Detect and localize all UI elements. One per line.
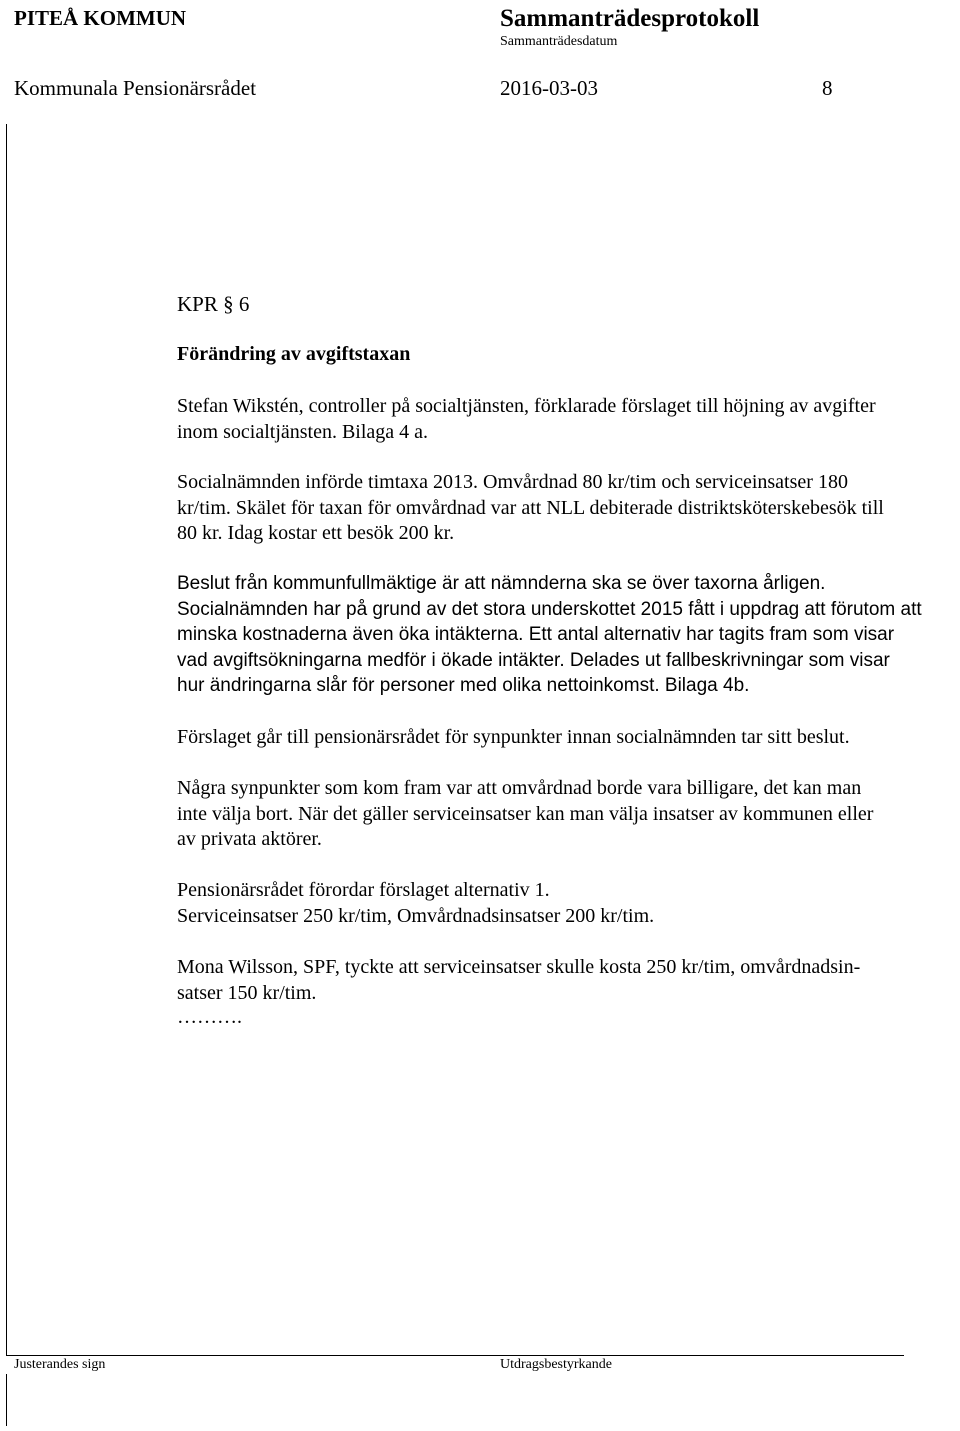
paragraph-line: Förslaget går till pensionärsrådet för synpunkter innan socialnämnden tar sitt beslut. — [177, 726, 850, 748]
paragraph-1 — [177, 394, 960, 445]
paragraph-line: inte välja bort. När det gäller serviceinsatser kan man välja insatser av kommunen eller — [177, 802, 874, 825]
section-number: KPR § 6 — [177, 292, 250, 316]
paragraph-3 — [177, 571, 960, 699]
adjuster-signature-label: Justerandes sign — [14, 1357, 106, 1372]
paragraph-line: Pensionärsrådet förordar förslaget alternativ 1. — [177, 879, 550, 901]
paragraph-line: av privata aktörer. — [177, 828, 322, 850]
paragraph-line: inom socialtjänsten. Bilaga 4 a. — [177, 420, 429, 443]
document-title: Sammanträdesprotokoll — [500, 5, 760, 32]
meeting-date: 2016-03-03 — [500, 76, 598, 100]
paragraph-line: Mona Wilsson, SPF, tyckte att serviceinsatser skulle kosta 250 kr/tim, omvårdnadsin- — [177, 956, 861, 978]
paragraph-line: vad avgiftsökningarna medför i ökade intäkter. Delades ut fallbeskrivningar som visar — [177, 649, 890, 671]
paragraph-line: Socialnämnden införde timtaxa 2013. Omvårdnad 80 kr/tim och serviceinsatser 180 — [177, 471, 848, 493]
paragraph-line: kr/tim. Skälet för taxan för omvårdnad var att NLL debiterade distriktsköterskebesök till — [177, 496, 884, 519]
paragraph-line: Beslut från kommunfullmäktige är att nämnderna ska se över taxorna årligen. — [177, 573, 826, 594]
page-number: 8 — [822, 76, 833, 100]
paragraph-line: satser 150 kr/tim. — [177, 981, 317, 1004]
organization-name: PITEÅ KOMMUN — [14, 6, 187, 30]
left-margin-rule — [6, 124, 7, 1356]
paragraph-5 — [177, 776, 960, 853]
paragraph-line: Några synpunkter som kom fram var att omvårdnad borde vara billigare, det kan man — [177, 777, 862, 799]
paragraph-line: minska kostnaderna även öka intäkterna. Ett antal alternativ har tagits fram som visar — [177, 624, 895, 645]
continuation-dots: ………. — [177, 1006, 242, 1028]
item-heading: Förändring av avgiftstaxan — [177, 343, 411, 365]
extract-certification-label: Utdragsbestyrkande — [500, 1357, 612, 1372]
paragraph-6 — [177, 878, 960, 929]
document-subtitle: Sammanträdesdatum — [500, 34, 618, 49]
footer-rule — [6, 1355, 904, 1356]
paragraph-2 — [177, 470, 960, 547]
paragraph-line: Serviceinsatser 250 kr/tim, Omvårdnadsinsatser 200 kr/tim. — [177, 904, 655, 927]
paragraph-4 — [177, 725, 960, 751]
paragraph-line: Stefan Wikstén, controller på socialtjänsten, förklarade förslaget till höjning av avgifter — [177, 395, 876, 417]
paragraph-line: hur ändringarna slår för personer med olika nettoinkomst. Bilaga 4b. — [177, 675, 750, 696]
paragraph-line: 80 kr. Idag kostar ett besök 200 kr. — [177, 522, 455, 544]
left-margin-rule-lower — [6, 1374, 7, 1426]
paragraph-7 — [177, 955, 960, 1006]
paragraph-line: Socialnämnden har på grund av det stora underskottet 2015 fått i uppdrag att förutom att — [177, 598, 922, 620]
meeting-body: Kommunala Pensionärsrådet — [14, 76, 257, 100]
